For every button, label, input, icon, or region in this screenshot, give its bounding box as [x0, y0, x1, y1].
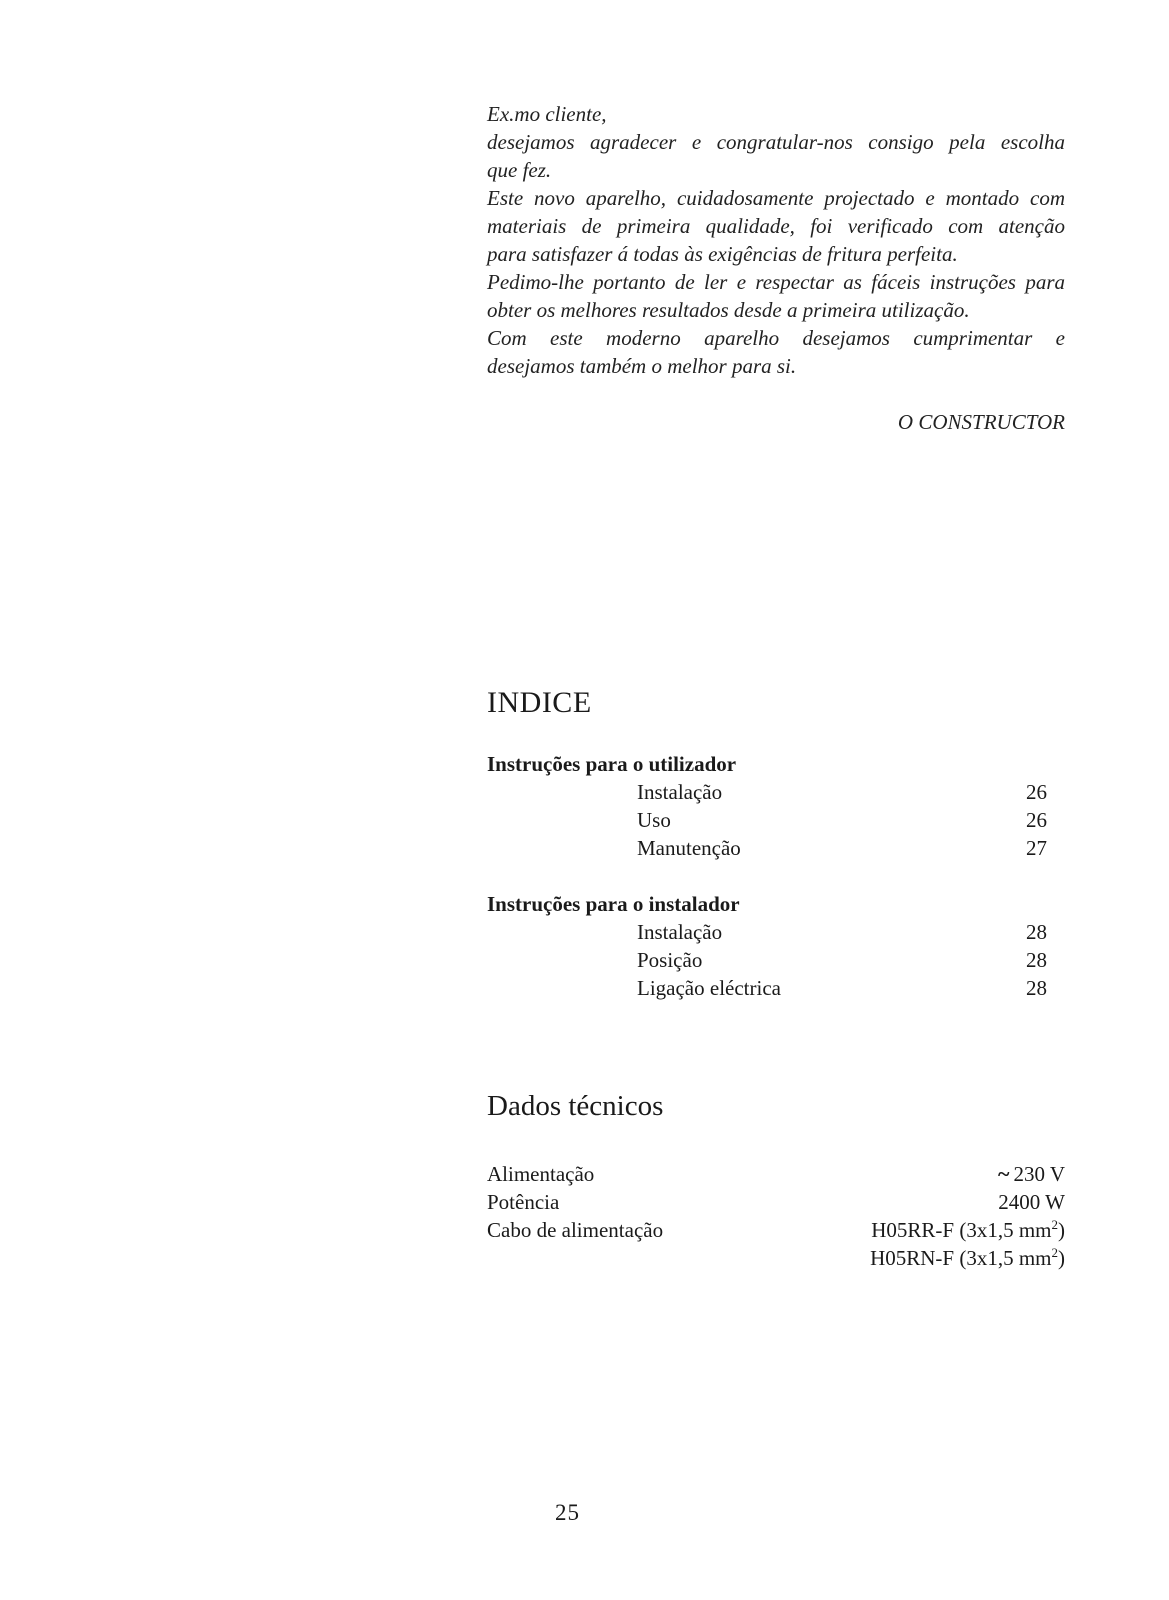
closing-paren: ) [1058, 1218, 1065, 1242]
toc-entry [487, 778, 1057, 806]
spec-row [487, 1188, 1065, 1216]
toc-entry-page: 26 [1026, 780, 1047, 804]
intro-line: para satisfazer á todas às exigências de fritura perfeita. [487, 242, 958, 266]
toc-entry-page: 28 [1026, 948, 1047, 972]
salutation: Ex.mo cliente, [487, 102, 607, 126]
spec-value-text: 230 V [1013, 1162, 1065, 1186]
toc-entry-label: Posição [637, 948, 703, 972]
intro-line: Pedimo-lhe portanto de ler e respectar as fáceis instruções para [487, 270, 1065, 294]
toc-entry-label: Uso [637, 808, 671, 832]
toc-entry-label: Instalação [637, 780, 723, 804]
intro-line: Este novo aparelho, cuidadosamente projectado e montado com [487, 186, 1065, 210]
dados-title: Dados técnicos [487, 1090, 664, 1122]
toc-group-heading: Instruções para o utilizador [487, 752, 737, 776]
spec-value [870, 1244, 1065, 1272]
toc-entry [487, 946, 1057, 974]
toc-entry-label: Instalação [637, 920, 723, 944]
toc-entry-page: 27 [1026, 836, 1047, 860]
toc-group-heading: Instruções para o instalador [487, 892, 740, 916]
spec-table [487, 1160, 1065, 1272]
spec-row [487, 1160, 1065, 1188]
toc-entry [487, 918, 1057, 946]
spec-value: 2400 W [998, 1190, 1065, 1214]
intro-letter [487, 100, 1065, 380]
toc-entry-page: 28 [1026, 976, 1047, 1000]
toc-entry-page: 28 [1026, 920, 1047, 944]
superscript: 2 [1051, 1245, 1058, 1260]
spec-value-text: H05RR-F (3x1,5 mm [871, 1218, 1052, 1242]
closing-paren: ) [1058, 1246, 1065, 1270]
indice-title: INDICE [487, 686, 592, 719]
spec-label: Alimentação [487, 1162, 595, 1186]
toc-entry-label: Manutenção [637, 836, 741, 860]
spec-label: Potência [487, 1190, 560, 1214]
spec-value [998, 1160, 1065, 1188]
intro-line: materiais de primeira qualidade, foi verificado com atenção [487, 214, 1065, 238]
toc-entry [487, 806, 1057, 834]
spec-row [487, 1244, 1065, 1272]
intro-line: desejamos também o melhor para si. [487, 354, 797, 378]
spec-label: Cabo de alimentação [487, 1218, 664, 1242]
toc-entry [487, 974, 1057, 1002]
intro-line: obter os melhores resultados desde a primeira utilização. [487, 298, 970, 322]
toc-entry-page: 26 [1026, 808, 1047, 832]
intro-line: que fez. [487, 158, 552, 182]
signature: O CONSTRUCTOR [897, 410, 1065, 434]
toc-group-instalador [487, 890, 1057, 1002]
toc-entry-label: Ligação eléctrica [637, 976, 781, 1000]
ac-tilde-icon: ~ [998, 1161, 1010, 1186]
spec-value [871, 1216, 1065, 1244]
spec-value-text: H05RN-F (3x1,5 mm [870, 1246, 1052, 1270]
toc-group-utilizador [487, 750, 1057, 862]
toc-entry [487, 834, 1057, 862]
page-number: 25 [555, 1500, 580, 1525]
intro-line: Com este moderno aparelho desejamos cumprimentar e [487, 326, 1065, 350]
superscript: 2 [1051, 1217, 1058, 1232]
spec-row [487, 1216, 1065, 1244]
intro-line: desejamos agradecer e congratular-nos consigo pela escolha [487, 130, 1065, 154]
